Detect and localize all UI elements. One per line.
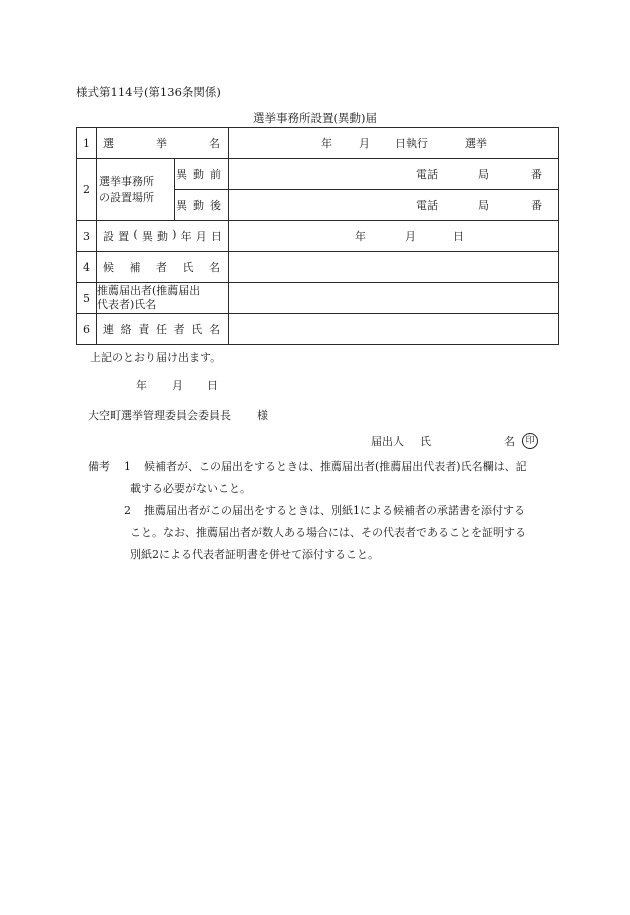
contact-person-name-label: 連 絡 責 任 者 氏 名 [97,314,229,345]
election-name-field[interactable]: 年 月 日執行 選挙 [229,128,559,159]
contact-person-name-field[interactable] [229,314,559,345]
office-location-label: 選挙事務所 の設置場所 [97,159,175,221]
recommender-name-field[interactable] [229,283,559,314]
setup-date-label: 設 置 ( 異 動 ) 年 月 日 [97,221,229,252]
form-reference: 様式第114号(第136条関係) [76,85,221,99]
election-name-label: 選 挙 名 [97,128,229,159]
row-number: 1 [77,128,97,159]
row-contact-person-name [77,314,559,345]
office-location-before-field[interactable]: 電話 局 番 [229,159,559,190]
row-election-name [77,128,559,159]
candidate-name-label: 候 補 者 氏 名 [97,252,229,283]
row-number: 3 [77,221,97,252]
remarks-heading: 備考 [88,460,110,473]
row-number: 2 [77,159,97,221]
row-office-location-before [77,159,559,190]
setup-date-field[interactable]: 年 月 日 [229,221,559,252]
before-change-label: 異動前 [175,159,229,190]
row-recommender-name [77,283,559,314]
seal-mark: 印 [522,433,538,449]
applicant-line: 届出人 氏 名 印 [0,433,630,451]
row-number: 6 [77,314,97,345]
after-change-label: 異動後 [175,190,229,221]
recommender-name-label: 推薦届出者(推薦届出 代表者)氏名 [97,283,229,314]
row-candidate-name [77,252,559,283]
row-setup-date [77,221,559,252]
statement: 上記のとおり届け出ます。 [90,351,222,364]
addressee: 大空町選挙管理委員会委員長 様 [88,409,268,422]
remarks: 備考 1 候補者が、この届出をするときは、推薦届出者(推薦届出代表者)氏名欄は、記 載する必要がないこと。 2 推薦届出者がこの届出をするときは、別紙1による候補者の承諾書を添付する こと。なお、推薦届出者が数人ある場合には、その代表者であることを証明する 別紙2による代表者証明書を併せて添付すること。 [88,456,558,576]
notification-form-table [76,127,559,345]
office-location-after-field[interactable]: 電話 局 番 [229,190,559,221]
document-title: 選挙事務所設置(異動)届 [253,111,377,125]
candidate-name-field[interactable] [229,252,559,283]
row-number: 4 [77,252,97,283]
row-number: 5 [77,283,97,314]
